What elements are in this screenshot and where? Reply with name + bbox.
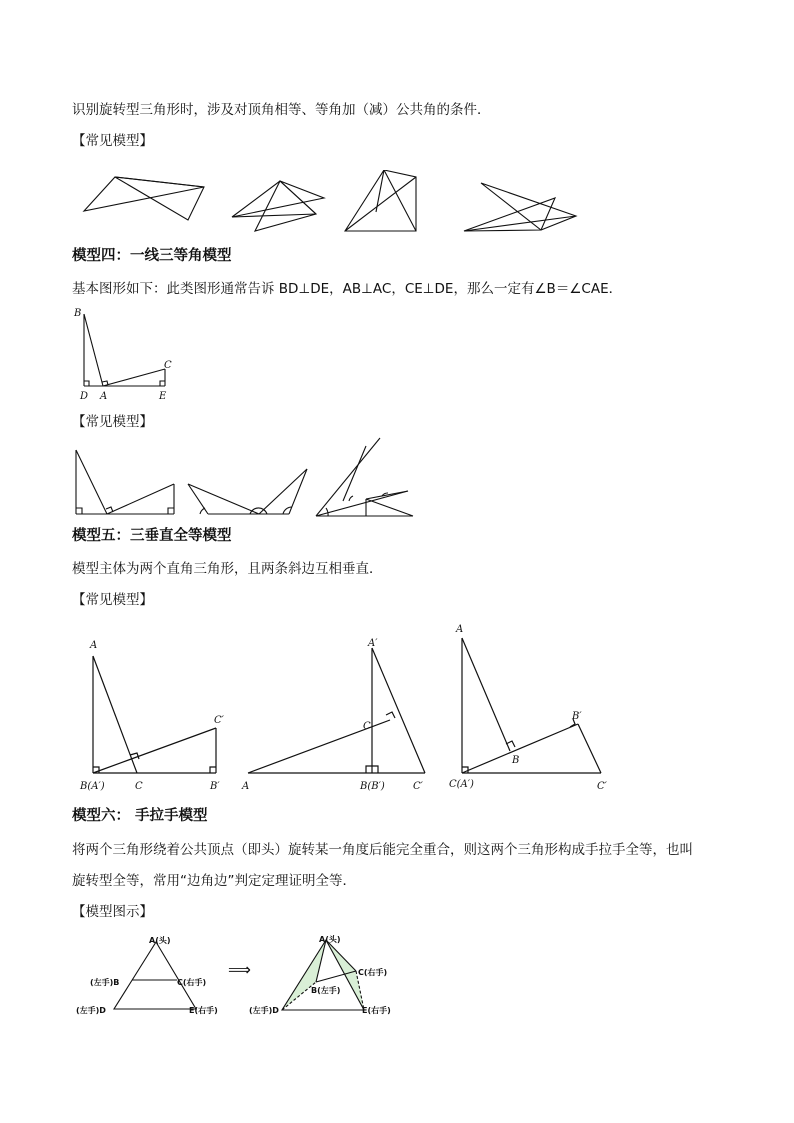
right-label-C: C(右手) xyxy=(358,968,388,977)
fig3-label-B: B xyxy=(512,755,520,766)
one-line-three-angles-figure xyxy=(70,302,190,402)
model6-figure-heading: 【模型图示】 xyxy=(72,904,153,920)
fig2-label-A-prime: A′ xyxy=(368,638,378,649)
right-label-B: B(左手) xyxy=(311,986,341,995)
fig3-label-A: A xyxy=(456,624,464,635)
rotation-triangle-1b xyxy=(115,177,204,220)
model5-title: 模型五：三垂直全等模型 xyxy=(72,528,232,544)
fig1-label-C: C xyxy=(135,781,143,792)
rotation-triangle-4b xyxy=(464,198,555,231)
triple-perpendicular-figures xyxy=(70,618,630,798)
fig3-label-B-prime: B′ xyxy=(572,711,582,722)
fig1-label-B-A-prime: B(A′) xyxy=(80,781,105,792)
intro-text: 识别旋转型三角形时，涉及对顶角相等、等角加（减）公共角的条件． xyxy=(72,102,491,118)
model4-title: 模型四：一线三等角模型 xyxy=(72,248,232,264)
left-label-C: C(右手) xyxy=(177,978,207,987)
right-label-D: (左手)D xyxy=(249,1006,279,1015)
label-D: D xyxy=(80,391,89,402)
fig2-label-C-prime: C′ xyxy=(413,781,423,792)
model6-title: 模型六： 手拉手模型 xyxy=(72,808,208,824)
fig3-label-C-prime: C′ xyxy=(597,781,607,792)
rotation-triangle-2a xyxy=(232,181,324,217)
model6-description-line1: 将两个三角形绕着公共顶点（即头）旋转某一角度后能完全重合，则这两个三角形构成手拉手全等，也叫 xyxy=(72,842,693,858)
model4-common-figures xyxy=(70,436,420,520)
model4-description: 基本图形如下：此类图形通常告诉 BD⊥DE，AB⊥AC，CE⊥DE，那么一定有∠B＝∠CAE． xyxy=(72,281,623,297)
model5-common-heading: 【常见模型】 xyxy=(72,592,153,608)
fig3-label-C-A-prime: C(A′) xyxy=(449,779,474,790)
model6-description-line2: 旋转型全等，常用“边角边”判定定理证明全等． xyxy=(72,873,356,889)
model5-description: 模型主体为两个直角三角形，且两条斜边互相垂直． xyxy=(72,561,383,577)
fig1-label-A: A xyxy=(90,640,98,651)
rotation-models-figure xyxy=(80,170,580,235)
implies-arrow-icon: ⟹ xyxy=(228,960,251,979)
label-C: C xyxy=(164,360,172,371)
common-models-heading: 【常见模型】 xyxy=(72,133,153,149)
fig1-label-C-prime: C′ xyxy=(214,715,224,726)
left-label-B: (左手)B xyxy=(90,978,120,987)
fig2-label-A: A xyxy=(242,781,250,792)
model4-common-heading: 【常见模型】 xyxy=(72,414,153,430)
right-label-E: E(右手) xyxy=(362,1006,391,1015)
rotation-quad-3 xyxy=(345,170,416,231)
fig2-label-B-B-prime: B(B′) xyxy=(360,781,385,792)
label-A: A xyxy=(100,391,108,402)
label-E: E xyxy=(159,391,167,402)
fig1-label-B-prime: B′ xyxy=(210,781,220,792)
label-B: B xyxy=(74,308,82,319)
rotation-triangle-4a xyxy=(481,183,576,230)
left-label-D: (左手)D xyxy=(76,1006,106,1015)
right-label-A: A(头) xyxy=(319,935,341,944)
left-label-E: E(右手) xyxy=(189,1006,218,1015)
left-label-A: A(头) xyxy=(149,936,171,945)
fig2-label-C: C xyxy=(363,721,371,732)
hand-in-hand-figures xyxy=(70,930,410,1022)
